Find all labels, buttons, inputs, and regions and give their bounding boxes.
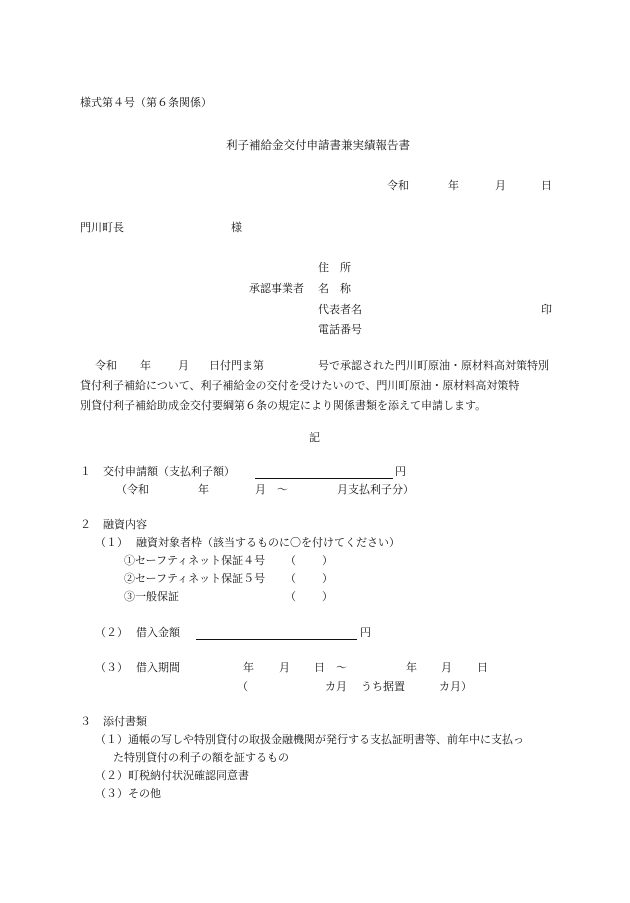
addressee-name: 門川町長: [80, 221, 124, 234]
seal-mark: 印: [541, 303, 552, 316]
grace-label: うち据置: [361, 680, 405, 693]
attachment-1-continued: た特別貸付の利子の額を証するもの: [113, 751, 289, 764]
loan-amount-underline: [196, 639, 357, 640]
months-open: （: [237, 680, 248, 693]
company-name-label: 名 称: [318, 282, 351, 295]
start-year: 年: [243, 661, 254, 674]
months-label: カ月: [325, 680, 347, 693]
intro-line2: 貸付利子補給について、利子補給金の交付を受けたいので、門川町原油・原材料高対策特: [80, 379, 520, 392]
item-2-number: （２）: [95, 626, 128, 639]
intro-year: 年: [140, 359, 151, 372]
date-month: 月: [495, 179, 506, 192]
item-1-number: （１）: [95, 536, 128, 549]
option-2-close: ）: [322, 572, 333, 585]
item-2-label: 借入金額: [136, 626, 180, 639]
option-3-open: （: [285, 590, 296, 603]
ki-heading: 記: [309, 431, 320, 444]
end-month: 月: [441, 661, 452, 674]
intro-line1-rest: 号で承認された門川町原油・原材料高対策特別: [318, 359, 549, 372]
period-month: 月 〜: [255, 483, 288, 496]
option-1-close: ）: [322, 554, 333, 567]
intro-date-prefix: 日付門ま第: [209, 359, 264, 372]
date-era: 令和: [387, 179, 409, 192]
intro-era: 令和: [95, 359, 117, 372]
period-open: （令和: [116, 483, 149, 496]
option-2-open: （: [285, 572, 296, 585]
section-1-number: １: [80, 465, 91, 478]
option-3-close: ）: [322, 590, 333, 603]
item-1-label: 融資対象者枠（該当するものに〇を付けてください）: [136, 536, 400, 549]
document-title: 利子補給金交付申請書兼実績報告書: [226, 138, 410, 152]
form-number: 様式第４号（第６条関係）: [80, 96, 212, 109]
section-3-number: ３: [80, 715, 91, 728]
section-2-heading: 融資内容: [103, 518, 147, 531]
attachment-3: （３）その他: [95, 787, 161, 800]
option-1-label: ①セーフティネット保証４号: [124, 554, 266, 567]
item-3-number: （３）: [95, 661, 128, 674]
end-day: 日: [477, 661, 488, 674]
date-day: 日: [541, 179, 552, 192]
item-2-yen: 円: [360, 626, 371, 639]
start-month: 月: [279, 661, 290, 674]
section-1-label: 交付申請額（支払利子額）: [103, 465, 235, 478]
period-close: 月支払利子分）: [337, 483, 414, 496]
addressee-honorific: 様: [231, 221, 242, 234]
representative-label: 代表者名: [318, 303, 362, 316]
address-label: 住 所: [318, 261, 351, 274]
section-2-number: ２: [80, 518, 91, 531]
option-3-label: ③一般保証: [124, 590, 179, 603]
grace-close: カ月）: [439, 680, 472, 693]
section-3-heading: 添付書類: [103, 715, 147, 728]
option-2-label: ②セーフティネット保証５号: [124, 572, 266, 585]
applicant-role-label: 承認事業者: [249, 282, 304, 295]
section-1-yen: 円: [395, 465, 406, 478]
item-3-label: 借入期間: [136, 661, 180, 674]
attachment-2: （２）町税納付状況確認同意書: [95, 769, 249, 782]
intro-line3: 別貸付利子補給助成金交付要綱第６条の規定により関係書類を添えて申請します。: [80, 399, 487, 412]
amount-underline: [255, 478, 393, 479]
attachment-1: （１）通帳の写しや特別貸付の取扱金融機関が発行する支払証明書等、前年中に支払っ: [95, 733, 524, 746]
period-year: 年: [198, 483, 209, 496]
intro-month: 月: [178, 359, 189, 372]
option-1-open: （: [285, 554, 296, 567]
start-day: 日 〜: [314, 661, 347, 674]
phone-label: 電話番号: [318, 323, 362, 336]
date-year: 年: [448, 179, 459, 192]
end-year: 年: [406, 661, 417, 674]
